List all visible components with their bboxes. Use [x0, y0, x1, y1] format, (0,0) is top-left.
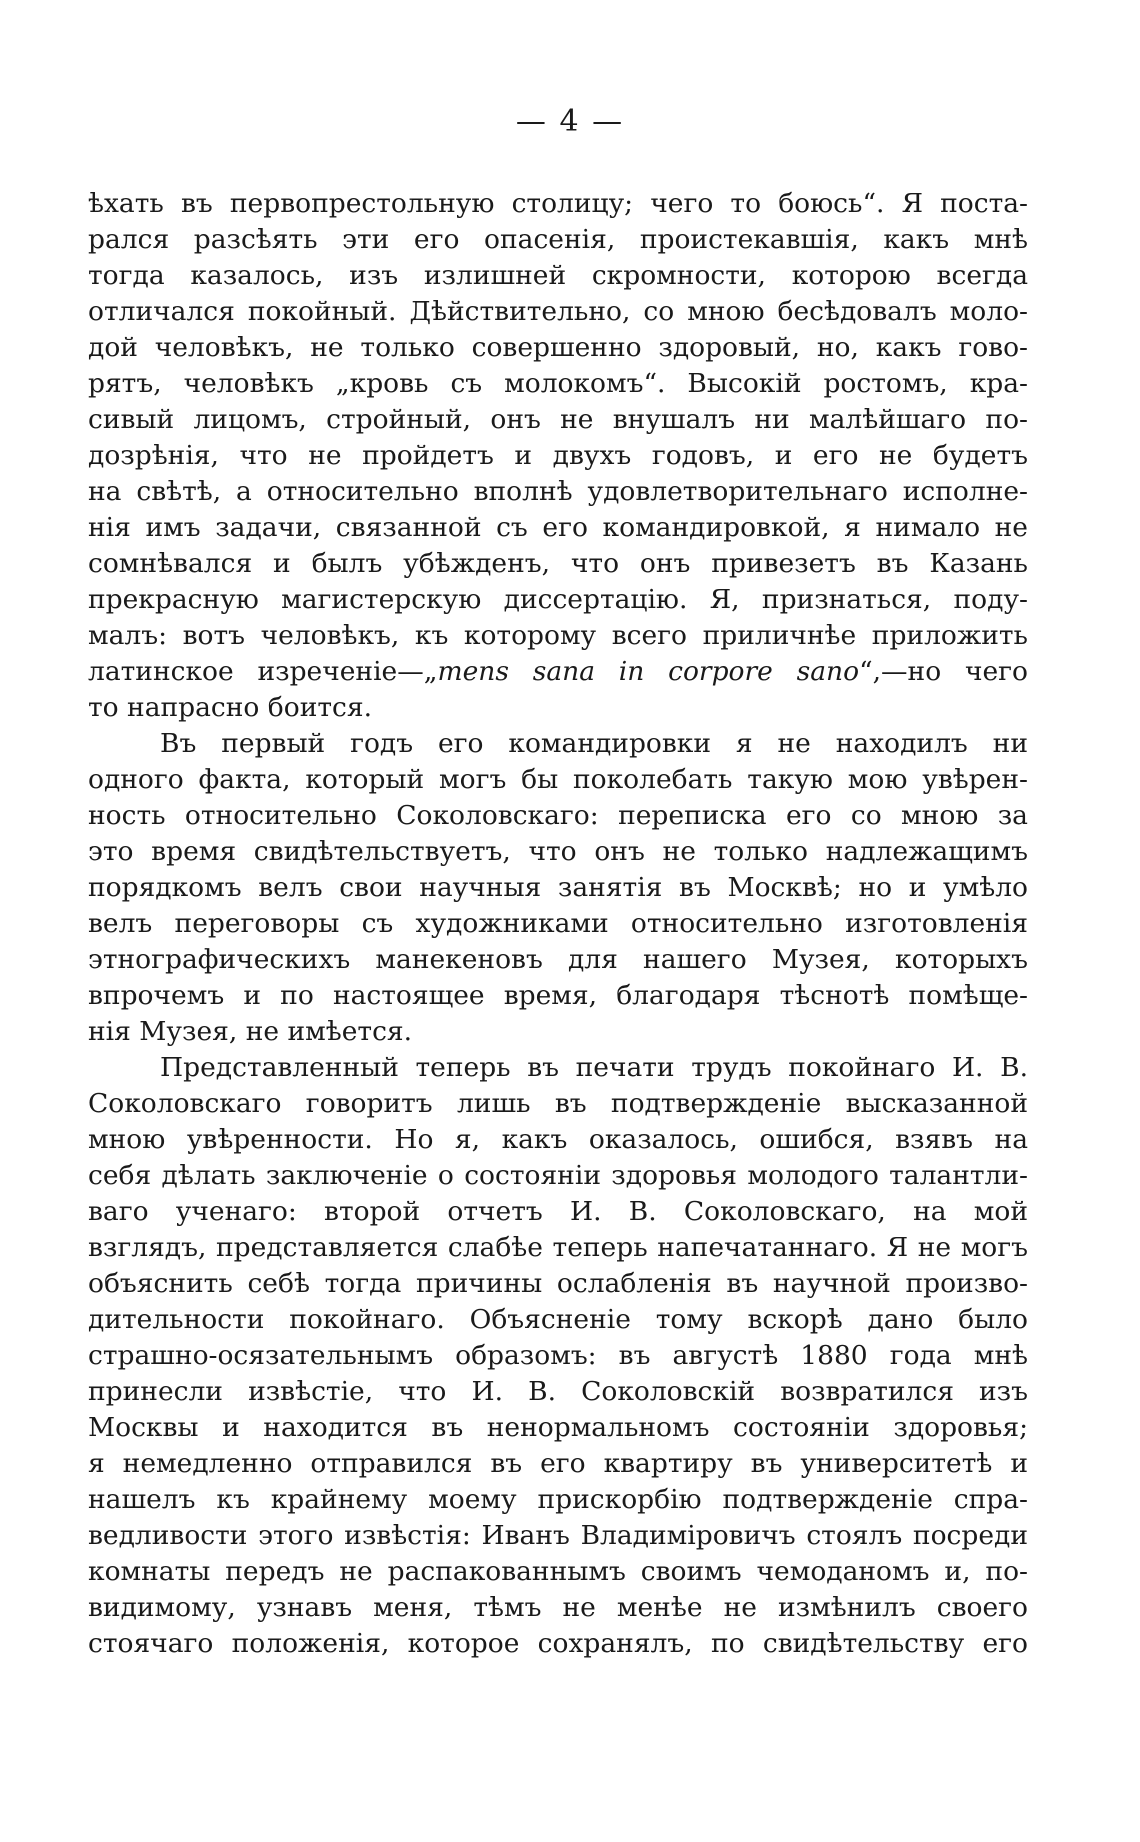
page-number: — 4 — [515, 104, 625, 139]
text-line: впрочемъ и по настоящее время, благодаря тѣснотѣ помѣще- [88, 980, 1028, 1011]
text-line: это время свидѣтельствуетъ, что онъ не только надлежащимъ [88, 836, 1028, 867]
text-line: дой человѣкъ, не только совершенно здоровый, но, какъ гово- [88, 332, 1028, 363]
text-line: прекрасную магистерскую диссертацію. Я, признаться, поду- [88, 584, 1028, 615]
text-line: ѣхать въ первопрестольную столицу; чего то боюсь“. Я поста- [88, 188, 1028, 219]
text-line: нія Музея, не имѣется. [88, 1016, 413, 1047]
text-line: дительности покойнаго. Объясненіе тому вскорѣ дано было [88, 1304, 1028, 1335]
text-line: одного факта, который могъ бы поколебать такую мою увѣрен- [88, 764, 1028, 795]
text-line: ность относительно Соколовскаго: переписка его со мною за [88, 800, 1028, 831]
text-line-post: “,—но чего [859, 656, 1028, 687]
text-line: комнаты передъ не распакованнымъ своимъ чемоданомъ и, по- [88, 1556, 1028, 1587]
text-line: Соколовскаго говоритъ лишь въ подтвержденіе высказанной [88, 1088, 1028, 1119]
text-line: стоячаго положенія, которое сохранялъ, по свидѣтельству его [88, 1628, 1028, 1659]
text-line: отличался покойный. Дѣйствительно, со мною бесѣдовалъ моло- [88, 296, 1028, 327]
text-line: мною увѣренности. Но я, какъ оказалось, ошибся, взявъ на [88, 1124, 1028, 1155]
body-text [88, 186, 1028, 1662]
text-line: дозрѣнія, что не пройдетъ и двухъ годовъ, и его не будетъ [88, 440, 1028, 471]
text-line: нашелъ къ крайнему моему прискорбію подтвержденіе спра- [88, 1484, 1028, 1515]
text-line: Москвы и находится въ ненормальномъ состояніи здоровья; [88, 1412, 1028, 1443]
text-line: рятъ, человѣкъ „кровь съ молокомъ“. Высокій ростомъ, кра- [88, 368, 1028, 399]
text-line: Представленный теперь въ печати трудъ покойнаго И. В. [160, 1052, 1028, 1083]
text-line: сивый лицомъ, стройный, онъ не внушалъ ни малѣйшаго по- [88, 404, 1028, 435]
text-line: ведливости этого извѣстія: Иванъ Владиміровичъ стоялъ посреди [88, 1520, 1028, 1551]
text-line: я немедленно отправился въ его квартиру въ университетѣ и [88, 1448, 1028, 1479]
text-line: взглядъ, представляется слабѣе теперь напечатаннаго. Я не могъ [88, 1232, 1028, 1263]
text-line-pre: латинское изреченіе—„ [88, 656, 438, 687]
text-line: себя дѣлать заключеніе о состояніи здоровья молодого талантли- [88, 1160, 1028, 1191]
text-line: этнографическихъ манекеновъ для нашего Музея, которыхъ [88, 944, 1028, 975]
text-line: малъ: вотъ человѣкъ, къ которому всего приличнѣе приложить [88, 620, 1028, 651]
text-line: рался разсѣять эти его опасенія, проистекавшія, какъ мнѣ [88, 224, 1028, 255]
text-line: ваго ученаго: второй отчетъ И. В. Соколовскаго, на мой [88, 1196, 1028, 1227]
text-line: страшно-осязательнымъ образомъ: въ августѣ 1880 года мнѣ [88, 1340, 1028, 1371]
text-line: то напрасно боится. [88, 692, 373, 723]
text-line: Въ первый годъ его командировки я не находилъ ни [160, 728, 1028, 759]
text-line: объяснить себѣ тогда причины ослабленія въ научной произво- [88, 1268, 1028, 1299]
text-line: видимому, узнавъ меня, тѣмъ не менѣе не измѣнилъ своего [88, 1592, 1028, 1623]
text-line: на свѣтѣ, а относительно вполнѣ удовлетворительнаго исполне- [88, 476, 1028, 507]
text-line: порядкомъ велъ свои научныя занятія въ Москвѣ; но и умѣло [88, 872, 1028, 903]
text-line: велъ переговоры съ художниками относительно изготовленія [88, 908, 1028, 939]
text-line: нія имъ задачи, связанной съ его командировкой, я нимало не [88, 512, 1028, 543]
text-line: принесли извѣстіе, что И. В. Соколовскій возвратился изъ [88, 1376, 1028, 1407]
text-line: сомнѣвался и былъ убѣжденъ, что онъ привезетъ въ Казань [88, 548, 1028, 579]
text-line: тогда казалось, изъ излишней скромности, которою всегда [88, 260, 1028, 291]
latin-quotation: mens sana in corpore sano [437, 656, 860, 687]
text-line [88, 654, 1028, 690]
